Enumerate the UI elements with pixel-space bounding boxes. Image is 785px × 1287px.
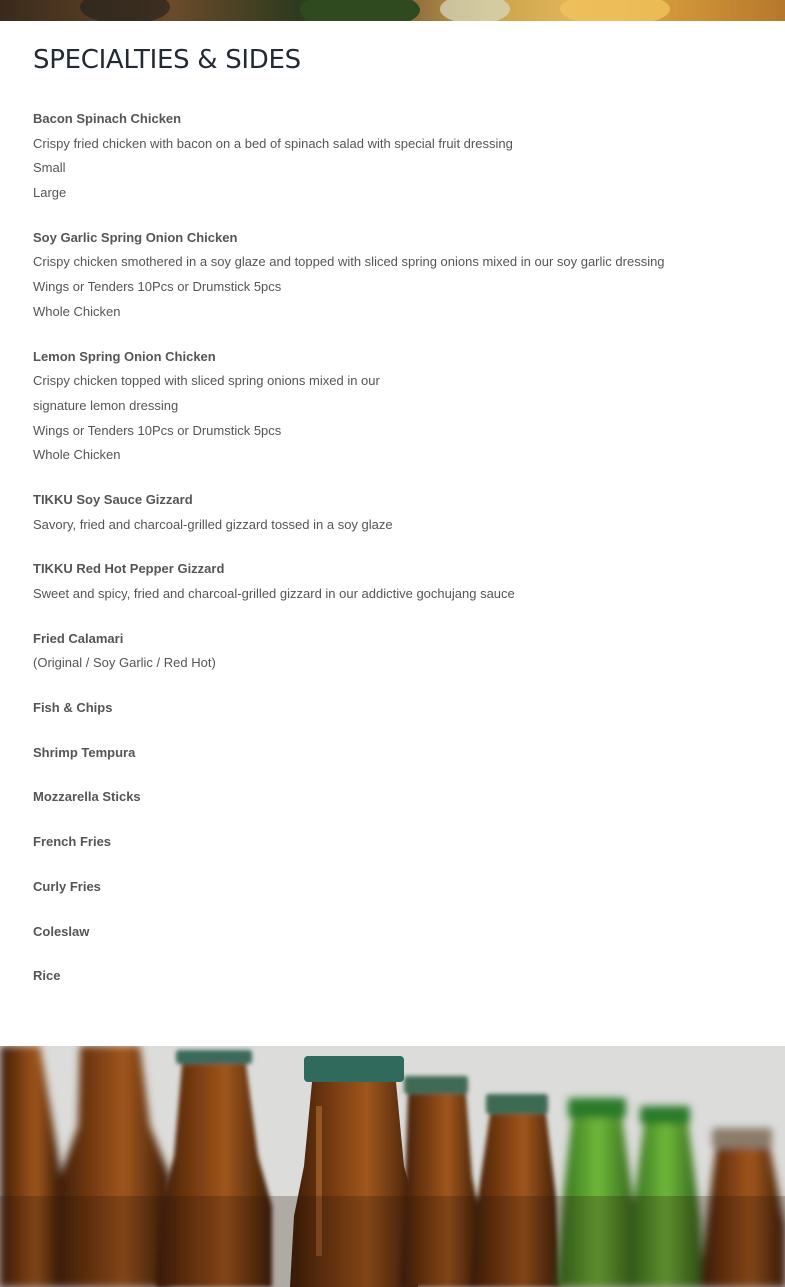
menu-item: [33, 964, 753, 989]
menu-item-name: Lemon Spring Onion Chicken: [33, 348, 216, 364]
menu-item-name: Fried Calamari: [33, 630, 124, 646]
menu-item-detail: Whole Chicken: [33, 303, 121, 319]
menu-item-detail: Crispy fried chicken with bacon on a bed of spinach salad with special fruit dressing: [33, 135, 513, 151]
section-title: SPECIALTIES & SIDES: [33, 45, 301, 75]
menu-item-name: Shrimp Tempura: [33, 744, 136, 760]
menu-item-detail: Whole Chicken: [33, 447, 121, 463]
menu-item: [33, 741, 753, 766]
menu-item-name: TIKKU Soy Sauce Gizzard: [33, 491, 193, 507]
menu-item: [33, 557, 753, 606]
menu-item-name: TIKKU Red Hot Pepper Gizzard: [33, 561, 225, 577]
menu-item: [33, 107, 753, 206]
menu-item: [33, 785, 753, 810]
menu-item-detail: Wings or Tenders 10Pcs or Drumstick 5pcs: [33, 279, 282, 295]
menu-item-detail: Sweet and spicy, fried and charcoal-grilled gizzard in our addictive gochujang sauce: [33, 586, 515, 601]
menu-item: [33, 696, 753, 721]
menu-item: [33, 226, 753, 325]
menu-item-name: French Fries: [33, 834, 112, 850]
menu-item: [33, 830, 753, 855]
menu-item-detail: Large: [33, 185, 67, 201]
menu-item: [33, 488, 753, 537]
beer-bottles-icon: [0, 1046, 785, 1287]
header-food-image: [0, 0, 785, 21]
menu-item-detail: Small: [33, 160, 66, 176]
menu-item-name: Soy Garlic Spring Onion Chicken: [33, 229, 238, 245]
menu-item-detail: Crispy chicken topped with sliced spring onions mixed in our: [33, 373, 380, 389]
menu-item-name: Curly Fries: [33, 878, 101, 894]
menu-item-detail: Crispy chicken smothered in a soy glaze and topped with sliced spring onions mixed in our soy garlic dressing: [33, 254, 665, 270]
menu-item-name: Mozzarella Sticks: [33, 789, 141, 805]
menu-item-name: Bacon Spinach Chicken: [33, 111, 182, 126]
menu-list: [33, 107, 753, 1009]
menu-item-detail: (Original / Soy Garlic / Red Hot): [33, 655, 216, 671]
menu-item-name: Fish & Chips: [33, 700, 113, 716]
menu-item: [33, 875, 753, 900]
menu-item: [33, 627, 753, 676]
menu-item-name: Coleslaw: [33, 923, 90, 939]
menu-item-detail: Wings or Tenders 10Pcs or Drumstick 5pcs: [33, 422, 282, 438]
menu-item-name: Rice: [33, 968, 61, 984]
menu-item: [33, 345, 753, 468]
menu-item: [33, 920, 753, 945]
menu-item-detail: signature lemon dressing: [33, 397, 179, 413]
footer-beer-image: [0, 1046, 785, 1287]
menu-item-detail: Savory, fried and charcoal-grilled gizzard tossed in a soy glaze: [33, 516, 393, 532]
